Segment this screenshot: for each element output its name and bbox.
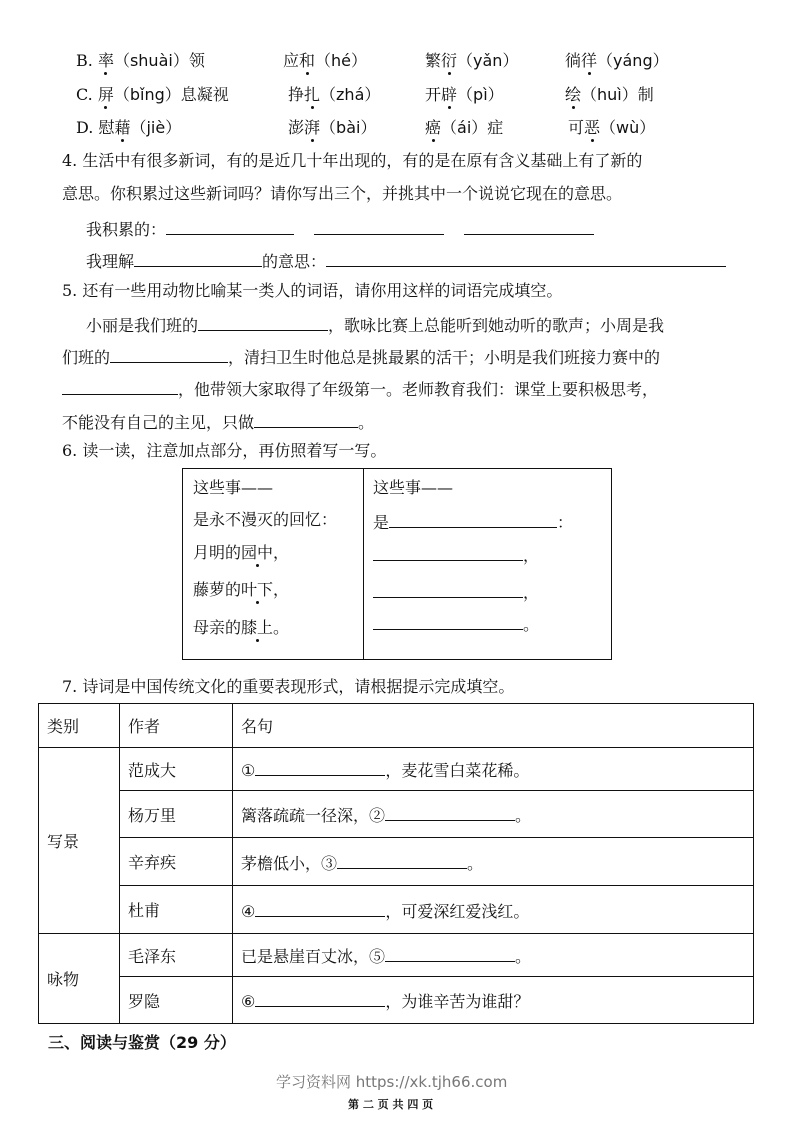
q5-para-1: 小丽是我们班的 ，歌咏比赛上总能听到她动听的歌声；小周是我 (86, 312, 664, 337)
q4-blank-meaning[interactable] (326, 248, 726, 267)
author-cell: 范成大 (120, 748, 233, 791)
option-c-word-2: 挣扎（zhá） (288, 85, 381, 104)
q6-text-1: 6. 读一读，注意加点部分，再仿照着写一写。 (62, 441, 387, 460)
q6-right-3: ， (373, 542, 539, 567)
q7-blank-6[interactable] (255, 988, 385, 1007)
q5-para-2: 们班的 ，清扫卫生时他总是挑最累的活干；小明是我们班接力赛中的 (62, 344, 660, 369)
q6-divider (363, 469, 364, 659)
option-c-word-3: 开辟（pì） (425, 85, 504, 104)
q6-right-1: 这些事—— (373, 478, 454, 497)
q6-left-2: 是永不漫灭的回忆： (193, 510, 338, 529)
option-b-word-3: 繁衍（yǎn） (425, 51, 519, 70)
q7-table (38, 703, 754, 1024)
q5-blank-4[interactable] (254, 409, 358, 428)
quote-cell: ① ，麦花雪白菜花稀。 (233, 748, 754, 791)
q5-blank-3[interactable] (62, 376, 178, 395)
author-cell: 辛弃疾 (120, 838, 233, 886)
header-author: 作者 (120, 704, 233, 748)
author-cell: 杨万里 (120, 791, 233, 838)
section-heading: 三、阅读与鉴赏（29 分） (48, 1033, 236, 1052)
q6-right-2: 是 ： (373, 509, 573, 534)
q7-text-1: 7. 诗词是中国传统文化的重要表现形式，请根据提示完成填空。 (62, 677, 515, 696)
category-scenery: 写景 (39, 748, 120, 934)
q6-left-5: 母亲的膝上。 (193, 618, 290, 637)
option-d-word-3: 癌（ái）症 (425, 118, 504, 137)
watermark: 学习资料网 https://xk.tjh66.com (276, 1073, 508, 1091)
category-object: 咏物 (39, 934, 120, 1024)
q4-blank-3[interactable] (464, 216, 594, 235)
q4-understand: 我理解 的意思： (86, 248, 726, 273)
q6-right-5: 。 (373, 611, 539, 636)
q6-blank-4[interactable] (373, 611, 523, 630)
table-row (39, 977, 754, 1024)
table-row (39, 838, 754, 886)
q4-text-1: 4. 生活中有很多新词，有的是近几十年出现的，有的是在原有含义基础上有了新的 (62, 151, 643, 170)
option-b-word-2: 应和（hé） (283, 51, 368, 70)
quote-cell: 篱落疏疏一径深，② 。 (233, 791, 754, 838)
q6-right-4: ， (373, 579, 539, 604)
q6-left-3: 月明的园中， (193, 543, 290, 562)
option-d-word-4: 可恶（wù） (568, 118, 656, 137)
option-d-word-1: 慰藉（jiè） (98, 118, 182, 137)
header-category: 类别 (39, 704, 120, 748)
table-row (39, 791, 754, 838)
q4-blank-1[interactable] (166, 216, 294, 235)
q5-para-3: ，他带领大家取得了年级第一。老师教育我们：课堂上要积极思考， (62, 376, 658, 401)
option-d: D. 慰藉（jiè） (76, 118, 182, 137)
quote-cell: 茅檐低小，③ 。 (233, 838, 754, 886)
q5-blank-2[interactable] (110, 344, 228, 363)
author-cell: 毛泽东 (120, 934, 233, 977)
q7-blank-3[interactable] (337, 850, 467, 869)
q6-box (182, 468, 612, 660)
quote-cell: 已是悬崖百丈冰，⑤ 。 (233, 934, 754, 977)
header-quote: 名句 (233, 704, 754, 748)
option-b: B. 率（shuài）领 (76, 51, 205, 70)
page-number: 第 二 页 共 四 页 (348, 1098, 434, 1111)
q5-para-4: 不能没有自己的主见，只做 。 (62, 409, 374, 434)
q6-blank-1[interactable] (389, 509, 557, 528)
q6-blank-2[interactable] (373, 542, 523, 561)
q4-blank-2[interactable] (314, 216, 444, 235)
q6-left-1: 这些事—— (193, 478, 274, 497)
q7-blank-4[interactable] (255, 898, 385, 917)
q6-left-4: 藤萝的叶下， (193, 580, 290, 599)
option-c-word-1: 屏（bǐng）息凝视 (97, 85, 229, 104)
q7-blank-5[interactable] (385, 943, 515, 962)
option-b-word-4: 徜徉（yáng） (565, 51, 669, 70)
option-d-word-2: 澎湃（bài） (288, 118, 377, 137)
q7-blank-1[interactable] (255, 757, 385, 776)
option-c-word-4: 绘（huì）制 (565, 85, 654, 104)
quote-cell: ⑥ ，为谁辛苦为谁甜？ (233, 977, 754, 1024)
option-c: C. 屏（bǐng）息凝视 (76, 85, 229, 104)
quote-cell: ④ ，可爱深红爱浅红。 (233, 886, 754, 934)
q4-blank-word[interactable] (134, 248, 262, 267)
option-b-word-1: 率（shuài）领 (97, 51, 205, 70)
table-row (39, 886, 754, 934)
q7-blank-2[interactable] (385, 802, 515, 821)
q6-blank-3[interactable] (373, 579, 523, 598)
table-row (39, 934, 754, 977)
q5-text-1: 5. 还有一些用动物比喻某一类人的词语，请你用这样的词语完成填空。 (62, 281, 563, 300)
table-row (39, 748, 754, 791)
q4-accumulate: 我积累的： (86, 216, 594, 241)
q4-text-2: 意思。你积累过这些新词吗？请你写出三个，并挑其中一个说说它现在的意思。 (62, 184, 623, 203)
author-cell: 罗隐 (120, 977, 233, 1024)
table-header-row (39, 704, 754, 748)
author-cell: 杜甫 (120, 886, 233, 934)
q5-blank-1[interactable] (198, 312, 328, 331)
